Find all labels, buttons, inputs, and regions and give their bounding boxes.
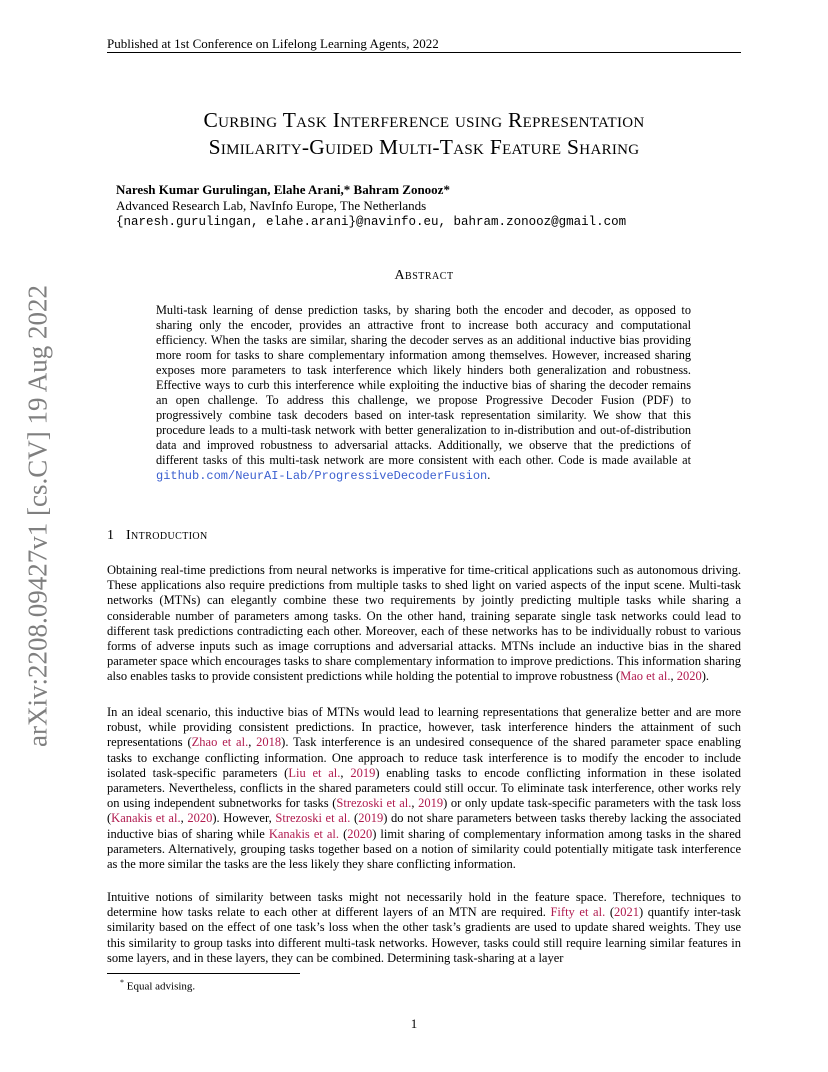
paragraph-text: ,	[670, 669, 677, 684]
intro-paragraph-1	[107, 563, 741, 685]
paragraph-text: (	[605, 905, 614, 920]
title-line-2: Similarity-Guided Multi-Task Feature Sharing	[208, 135, 640, 159]
citation-link[interactable]: Liu et al.	[288, 765, 341, 780]
paragraph-text: ). Task interference is an undesired consequence of the shared parameter space enabling tasks to exchange conflicting information. One approach to reduce task interference is to modify the encoder to include isolated task-specific parameters (	[107, 735, 742, 780]
footnote	[120, 978, 195, 993]
citation-link[interactable]: 2019	[358, 811, 384, 826]
paragraph-text: (	[339, 826, 348, 841]
author-names: Naresh Kumar Gurulingan, Elahe Arani,* Bahram Zonooz*	[116, 182, 450, 197]
citation-link[interactable]: Zhao et al.	[191, 735, 249, 750]
paragraph-text: ) limit sharing of complementary information among tasks in the shared parameters. Alternatively, grouping tasks together based on a notion of similarity could potentially mitigate task interference as the more similar the tasks are the less likely they share conflicting information.	[107, 826, 741, 872]
footnote-rule	[107, 973, 300, 974]
paragraph-text: ).	[701, 669, 709, 684]
section-title: Introduction	[126, 528, 208, 543]
citation-link[interactable]: Strezoski et al.	[336, 796, 412, 811]
citation-link[interactable]: Fifty et al.	[550, 905, 606, 920]
paragraph-text: In an ideal scenario, this inductive bias of MTNs would lead to learning representations that generalize better and are more robust, while providing consistent predictions. In practice, however, task interference hinders the attainment of such representations (	[107, 705, 741, 750]
citation-link[interactable]: 2020	[676, 669, 702, 684]
venue-header: Published at 1st Conference on Lifelong Learning Agents, 2022	[107, 36, 439, 51]
paragraph-text: ) or only update task-specific parameters with the task loss (	[107, 796, 741, 826]
abstract-body	[156, 303, 691, 484]
title-line-1: Curbing Task Interference using Representation	[203, 108, 645, 132]
paper-title	[107, 107, 741, 161]
page-number: 1	[410, 1016, 418, 1031]
section-heading	[107, 528, 208, 544]
code-link[interactable]: github.com/NeurAI-Lab/ProgressiveDecoderFusion	[156, 469, 488, 483]
citation-link[interactable]: Kanakis et al.	[111, 811, 181, 826]
paragraph-text: ) quantify inter-task similarity based on the effect of one task’s loss when the other task’s gradients are used to update shared weights. They use this similarity to group tasks into different multi-task networks. However, tasks could still require learning similar features in some layers, and in these layers, they can be combined. Determining task-sharing at a layer	[107, 905, 741, 965]
citation-link[interactable]: Mao et al.	[620, 669, 671, 684]
paragraph-text: Intuitive notions of similarity between tasks might not necessarily hold in the feature space. Therefore, techniques to determine how tasks relate to each other at different layers of an MTN are required.	[107, 890, 741, 920]
paragraph-text: ) do not share parameters between tasks thereby lacking the associated inductive bias of sharing while	[107, 811, 741, 841]
citation-link[interactable]: Kanakis et al.	[268, 826, 340, 841]
author-emails: {naresh.gurulingan, elahe.arani}@navinfo.eu, bahram.zonooz@gmail.com	[116, 215, 627, 229]
affiliation: Advanced Research Lab, NavInfo Europe, The Netherlands	[116, 198, 427, 213]
footnote-mark: *	[120, 978, 124, 987]
citation-link[interactable]: Strezoski et al.	[275, 811, 351, 826]
author-block	[116, 182, 626, 230]
citation-link[interactable]: 2018	[256, 735, 282, 750]
footnote-text: Equal advising.	[126, 980, 196, 993]
paragraph-text: ,	[248, 735, 257, 750]
citation-link[interactable]: 2020	[187, 811, 213, 826]
paragraph-text: ). However,	[212, 811, 276, 826]
citation-link[interactable]: 2021	[613, 905, 639, 920]
citation-link[interactable]: 2019	[418, 796, 444, 811]
citation-link[interactable]: 2020	[347, 826, 373, 841]
paragraph-text: Obtaining real-time predictions from neural networks is imperative for time-critical applications such as autonomous driving. These applications also require predictions from multiple tasks to shed light on varied aspects of the input scene. Multi-task networks (MTNs) can elegantly combine these two requirements by jointly predicting multiple tasks while sharing a considerable number of parameters among tasks. On the other hand, training separate single task networks could lead to different task predictions contradicting each other. Moreover, each of these networks has to be individually robust to various forms of adverse inputs such as image corruptions and adversarial attacks. MTNs include an inductive bias in the shared parameter space which encourages tasks to share complementary information to improve predictions. This information sharing also enables tasks to provide consistent predictions while holding the potential to improve robustness (	[107, 563, 741, 684]
arxiv-stamp: arXiv:2208.09427v1 [cs.CV] 19 Aug 2022	[22, 285, 53, 747]
paragraph-text: (	[350, 811, 359, 826]
section-number: 1	[107, 528, 114, 543]
paragraph-text: ,	[340, 765, 351, 780]
intro-paragraph-2	[107, 705, 741, 872]
abstract-end: .	[487, 468, 491, 482]
abstract-heading: Abstract	[394, 268, 454, 283]
intro-paragraph-3	[107, 890, 741, 966]
paragraph-text: ,	[411, 796, 419, 811]
citation-link[interactable]: 2019	[350, 765, 376, 780]
paragraph-text: ) enabling tasks to encode conflicting information in these isolated parameters. Nevertheless, conflicts in the shared parameters could still occur. To eliminate task interference, other works rely on using independent subnetworks for tasks (	[107, 765, 741, 811]
paragraph-text: ,	[180, 811, 188, 826]
abstract-text: Multi-task learning of dense prediction tasks, by sharing both the encoder and decoder, as opposed to sharing only the encoder, provides an attractive front to increase both accuracy and computational efficiency. When the tasks are similar, sharing the decoder serves as an additional inductive bias providing more room for tasks to share complementary information among themselves. However, increased sharing exposes more parameters to task interference which likely hinders both generalization and robustness. Effective ways to curb this interference while exploiting the inductive bias of sharing the decoder remains an open challenge. To address this challenge, we propose Progressive Decoder Fusion (PDF) to progressively combine task decoders based on inter-task representation similarity. We show that this procedure leads to a multi-task network with better generalization to in-distribution and out-of-distribution data and improved robustness to adversarial attacks. Additionally, we observe that the predictions of different tasks of this multi-task network are more consistent with each other. Code is made available at	[156, 303, 691, 467]
header-rule	[107, 52, 741, 53]
